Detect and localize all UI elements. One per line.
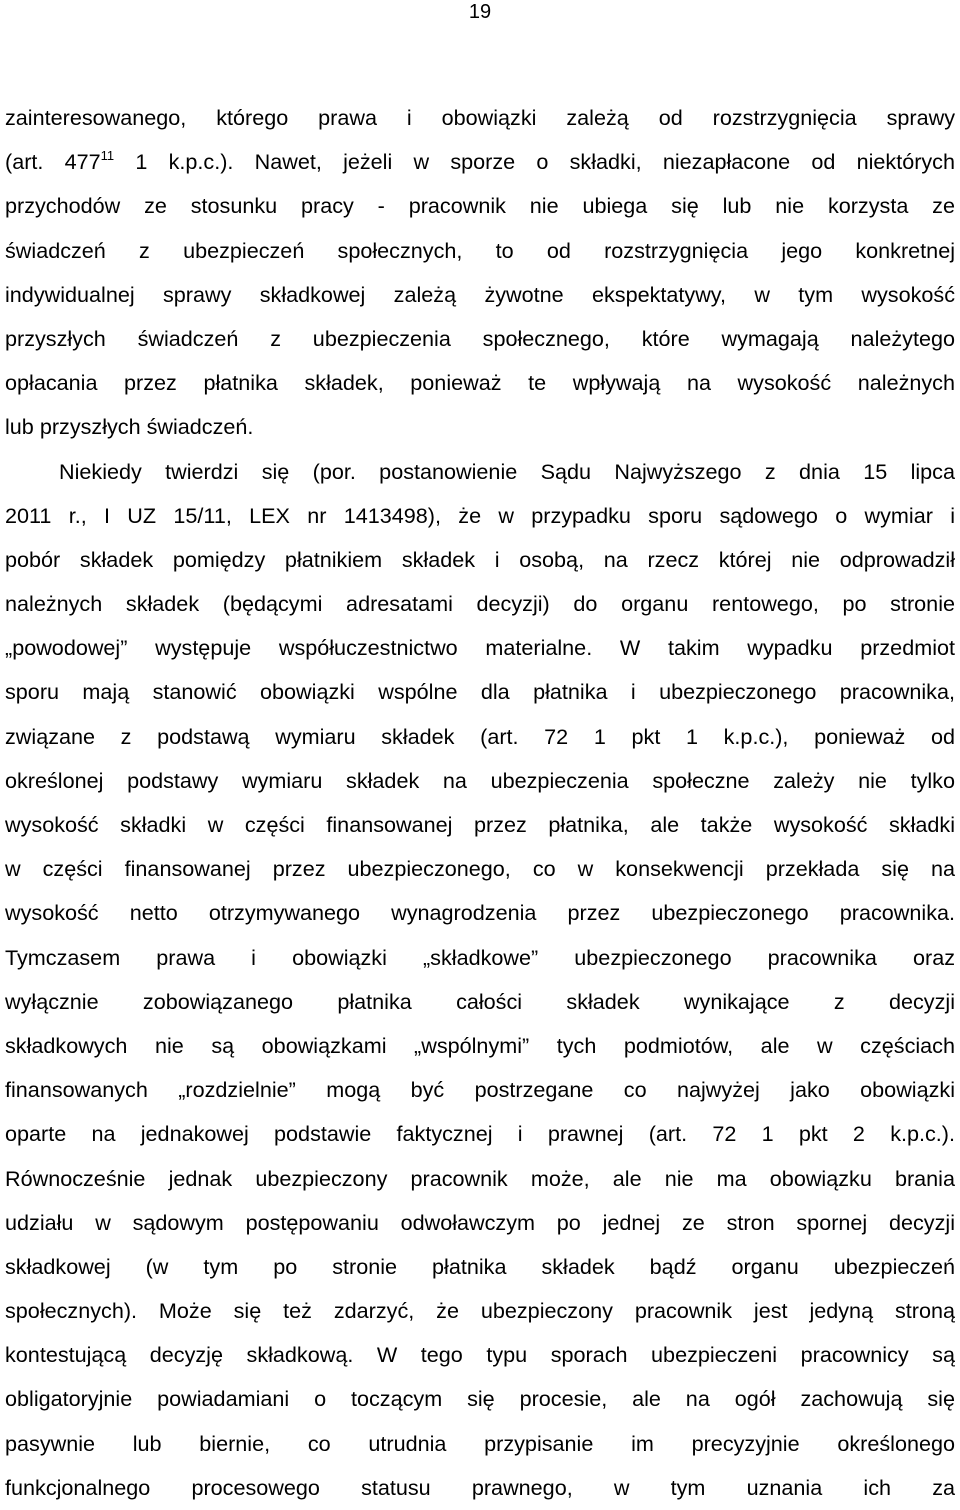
text-line: finansowanych „rozdzielnie” mogą być postrzegane co najwyżej jako obowiązki [5,1077,955,1103]
body-text [5,96,955,1510]
text-line: funkcjonalnego procesowego statusu prawnego, w tym uznania ich za [5,1474,955,1500]
text-line: Równocześnie jednak ubezpieczony pracownik może, ale nie ma obowiązku brania [5,1165,955,1191]
text-line: Niekiedy twierdzi się (por. postanowienie Sądu Najwyższego z dnia 15 lipca [59,458,955,484]
text-line: indywidualnej sprawy składkowej zależą żywotne ekspektatywy, w tym wysokość [5,281,955,307]
text-line: obligatoryjnie powiadamiani o toczącym się procesie, ale na ogół zachowują się [5,1386,955,1412]
text-line: zainteresowanego, którego prawa i obowiązki zależą od rozstrzygnięcia sprawy [5,105,955,130]
text-line: wysokość netto otrzymywanego wynagrodzenia przez ubezpieczonego pracownika. [5,900,955,926]
page-number: 19 [468,1,492,23]
text-line: należnych składek (będącymi adresatami decyzji) do organu rentowego, po stronie [5,591,955,617]
text-line: oparte na jednakowej podstawie faktycznej i prawnej (art. 72 1 pkt 2 k.p.c.). [5,1121,955,1147]
text-line: przyszłych świadczeń z ubezpieczenia społecznego, które wymagają należytego [5,325,955,351]
text-line: pobór składek pomiędzy płatnikiem składek i osobą, na rzecz której nie odprowadził [5,546,955,572]
superscript: 11 [100,148,115,164]
text-line: wyłącznie zobowiązanego płatnika całości składek wynikające z decyzji [5,988,955,1014]
text-line: przychodów ze stosunku pracy - pracownik nie ubiega się lub nie korzysta ze [5,193,955,219]
text-line: opłacania przez płatnika składek, ponieważ te wpływają na wysokość należnych [5,370,955,396]
text-line [5,140,955,184]
text-line: składkowych nie są obowiązkami „wspólnymi” tych podmiotów, ale w częściach [5,1032,955,1058]
text-line: udziału w sądowym postępowaniu odwoławczym po jednej ze stron spornej decyzji [5,1209,955,1235]
text-segment: 1 k.p.c.). Nawet, jeżeli w sporze o składki, niezapłacone od niektórych [114,149,955,175]
text-line: wysokość składki w części finansowanej przez płatnika, ale także wysokość składki [5,812,955,837]
text-line: 2011 r., I UZ 15/11, LEX nr 1413498), że w przypadku sporu sądowego o wymiar i [5,502,955,528]
text-line: społecznych). Może się też zdarzyć, że ubezpieczony pracownik jest jedyną stroną [5,1298,955,1324]
text-line: związane z podstawą wymiaru składek (art. 72 1 pkt 1 k.p.c.), ponieważ od [5,723,955,749]
text-line: określonej podstawy wymiaru składek na ubezpieczenia społeczne zależy nie tylko [5,767,955,793]
text-line: pasywnie lub biernie, co utrudnia przypisanie im precyzyjnie określonego [5,1430,955,1456]
text-line: sporu mają stanowić obowiązki wspólne dla płatnika i ubezpieczonego pracownika, [5,679,955,705]
text-line: składkowej (w tym po stronie płatnika składek bądź organu ubezpieczeń [5,1253,955,1279]
text-line: lub przyszłych świadczeń. [5,414,254,440]
text-line: Tymczasem prawa i obowiązki „składkowe” ubezpieczonego pracownika oraz [5,944,955,970]
text-line: w części finansowanej przez ubezpieczonego, co w konsekwencji przekłada się na [5,856,955,882]
text-segment: (art. 477 [5,149,101,175]
text-line: „powodowej” występuje współuczestnictwo materialne. W takim wypadku przedmiot [5,635,955,661]
text-line: kontestującą decyzję składkową. W tego typu sporach ubezpieczeni pracownicy są [5,1342,955,1368]
text-line: świadczeń z ubezpieczeń społecznych, to od rozstrzygnięcia jego konkretnej [5,237,955,263]
